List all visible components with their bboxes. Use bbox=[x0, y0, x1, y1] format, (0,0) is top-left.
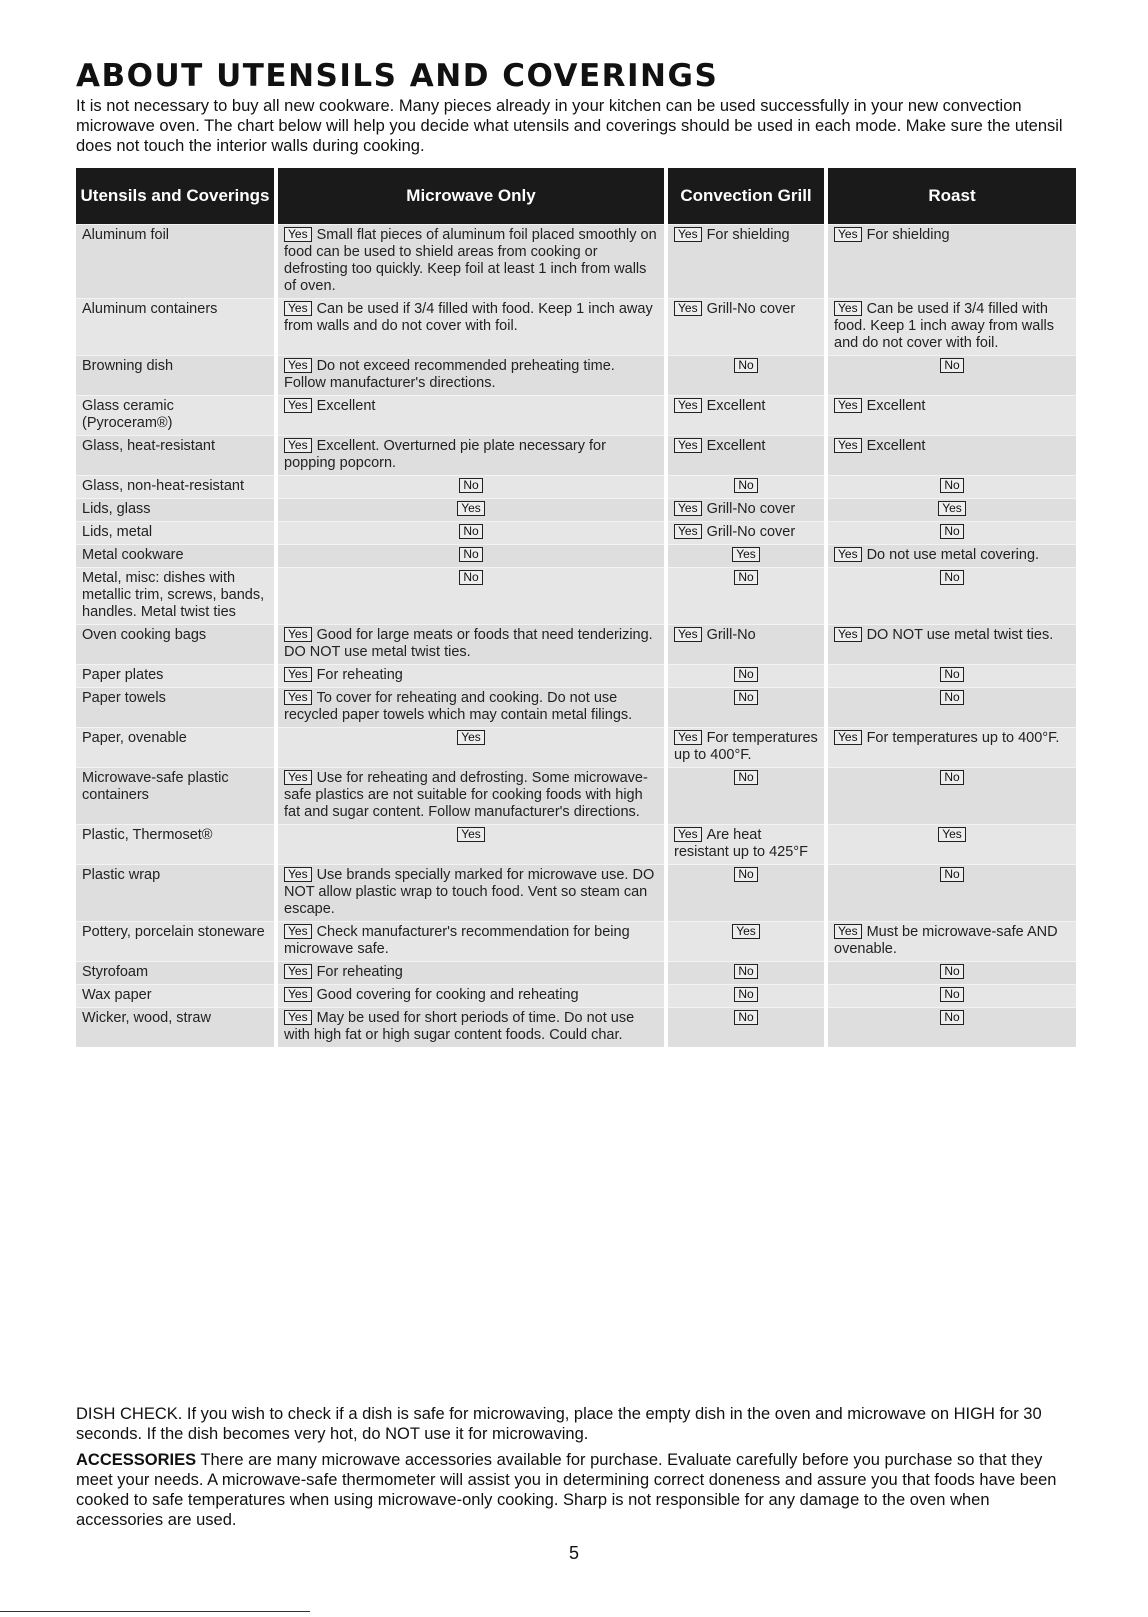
no-badge: No bbox=[734, 867, 757, 882]
dish-check-paragraph: DISH CHECK. If you wish to check if a dish is safe for microwaving, place the empty dish in the oven and microwave on HIGH for 30 seconds. If the dish becomes very hot, do NOT use it for microwaving. bbox=[76, 1405, 1042, 1443]
roast-cell bbox=[826, 825, 1076, 865]
yes-badge: Yes bbox=[834, 227, 862, 242]
utensil-name: Wicker, wood, straw bbox=[76, 1008, 276, 1048]
convection-grill-cell bbox=[666, 922, 826, 962]
roast-cell bbox=[826, 962, 1076, 985]
header-convection-grill: Convection Grill bbox=[666, 168, 826, 225]
yes-badge: Yes bbox=[834, 547, 862, 562]
table-row bbox=[76, 962, 1076, 985]
roast-cell bbox=[826, 225, 1076, 299]
microwave-only-cell bbox=[276, 665, 666, 688]
header-utensils: Utensils and Coverings bbox=[76, 168, 276, 225]
table-row bbox=[76, 225, 1076, 299]
table-row bbox=[76, 396, 1076, 436]
no-badge: No bbox=[940, 770, 963, 785]
cell-note: For reheating bbox=[316, 667, 403, 683]
table-row bbox=[76, 825, 1076, 865]
utensil-name: Glass ceramic (Pyroceram®) bbox=[76, 396, 276, 436]
table-row bbox=[76, 985, 1076, 1008]
cell-note: Are heat resistant up to 425°F bbox=[674, 827, 808, 860]
table-row bbox=[76, 476, 1076, 499]
microwave-only-cell bbox=[276, 922, 666, 962]
convection-grill-cell bbox=[666, 299, 826, 356]
microwave-only-cell bbox=[276, 522, 666, 545]
table-row bbox=[76, 688, 1076, 728]
yes-badge: Yes bbox=[284, 924, 312, 939]
microwave-only-cell bbox=[276, 1008, 666, 1048]
no-badge: No bbox=[940, 478, 963, 493]
convection-grill-cell bbox=[666, 768, 826, 825]
roast-cell bbox=[826, 499, 1076, 522]
no-badge: No bbox=[940, 1010, 963, 1025]
roast-cell bbox=[826, 768, 1076, 825]
table-row bbox=[76, 522, 1076, 545]
cell-note: For temperatures up to 400°F. bbox=[866, 730, 1060, 746]
microwave-only-cell bbox=[276, 688, 666, 728]
yes-badge: Yes bbox=[674, 524, 702, 539]
yes-badge: Yes bbox=[834, 301, 862, 316]
utensil-name: Oven cooking bags bbox=[76, 625, 276, 665]
utensil-name: Paper towels bbox=[76, 688, 276, 728]
yes-badge: Yes bbox=[284, 690, 312, 705]
utensils-chart bbox=[76, 168, 1076, 1047]
microwave-only-cell bbox=[276, 568, 666, 625]
yes-badge: Yes bbox=[834, 398, 862, 413]
roast-cell bbox=[826, 522, 1076, 545]
no-badge: No bbox=[940, 987, 963, 1002]
microwave-only-cell bbox=[276, 625, 666, 665]
cell-note: Small flat pieces of aluminum foil placed smoothly on food can be used to shield areas from cooking or defrosting too quickly. Keep foil at least 1 inch from walls of oven. bbox=[284, 227, 657, 294]
no-badge: No bbox=[940, 358, 963, 373]
cell-note: Use brands specially marked for microwave use. DO NOT allow plastic wrap to touch food. Vent so steam can escape. bbox=[284, 867, 655, 917]
convection-grill-cell bbox=[666, 499, 826, 522]
roast-cell bbox=[826, 985, 1076, 1008]
convection-grill-cell bbox=[666, 476, 826, 499]
cell-note: Excellent bbox=[706, 438, 766, 454]
utensil-name: Glass, non-heat-resistant bbox=[76, 476, 276, 499]
utensil-name: Aluminum containers bbox=[76, 299, 276, 356]
cell-note: Can be used if 3/4 filled with food. Keep 1 inch away from walls and do not cover with foil. bbox=[284, 301, 653, 334]
no-badge: No bbox=[940, 570, 963, 585]
yes-badge: Yes bbox=[284, 867, 312, 882]
microwave-only-cell bbox=[276, 985, 666, 1008]
microwave-only-cell bbox=[276, 728, 666, 768]
cell-note: Grill-No cover bbox=[706, 501, 796, 517]
no-badge: No bbox=[940, 690, 963, 705]
microwave-only-cell bbox=[276, 225, 666, 299]
yes-badge: Yes bbox=[834, 924, 862, 939]
no-badge: No bbox=[734, 690, 757, 705]
roast-cell bbox=[826, 625, 1076, 665]
no-badge: No bbox=[734, 770, 757, 785]
no-badge: No bbox=[459, 570, 482, 585]
no-badge: No bbox=[940, 667, 963, 682]
page-title: ABOUT UTENSILS AND COVERINGS bbox=[76, 58, 719, 94]
cell-note: Excellent bbox=[866, 398, 926, 414]
no-badge: No bbox=[734, 964, 757, 979]
cell-note: Must be microwave-safe AND ovenable. bbox=[834, 924, 1058, 957]
yes-badge: Yes bbox=[284, 301, 312, 316]
cell-note: Good for large meats or foods that need tenderizing. DO NOT use metal twist ties. bbox=[284, 627, 653, 660]
convection-grill-cell bbox=[666, 688, 826, 728]
convection-grill-cell bbox=[666, 225, 826, 299]
utensil-name: Microwave-safe plastic containers bbox=[76, 768, 276, 825]
header-microwave-only: Microwave Only bbox=[276, 168, 666, 225]
yes-badge: Yes bbox=[284, 1010, 312, 1025]
cell-note: Use for reheating and defrosting. Some microwave-safe plastics are not suitable for cooking foods with high fat and sugar content. Follow manufacturer's directions. bbox=[284, 770, 648, 820]
convection-grill-cell bbox=[666, 396, 826, 436]
microwave-only-cell bbox=[276, 499, 666, 522]
table-row bbox=[76, 768, 1076, 825]
yes-badge: Yes bbox=[674, 501, 702, 516]
convection-grill-cell bbox=[666, 825, 826, 865]
header-roast: Roast bbox=[826, 168, 1076, 225]
roast-cell bbox=[826, 396, 1076, 436]
yes-badge: Yes bbox=[284, 770, 312, 785]
yes-badge: Yes bbox=[674, 438, 702, 453]
cell-note: Do not use metal covering. bbox=[866, 547, 1040, 563]
convection-grill-cell bbox=[666, 436, 826, 476]
microwave-only-cell bbox=[276, 356, 666, 396]
roast-cell bbox=[826, 865, 1076, 922]
table-row bbox=[76, 436, 1076, 476]
roast-cell bbox=[826, 568, 1076, 625]
roast-cell bbox=[826, 728, 1076, 768]
yes-badge: Yes bbox=[674, 730, 702, 745]
convection-grill-cell bbox=[666, 568, 826, 625]
yes-badge: Yes bbox=[834, 438, 862, 453]
accessories-label: ACCESSORIES bbox=[76, 1451, 197, 1469]
yes-badge: Yes bbox=[732, 924, 760, 939]
chart-body bbox=[76, 225, 1076, 1048]
no-badge: No bbox=[734, 570, 757, 585]
utensil-name: Metal, misc: dishes with metallic trim, screws, bands, handles. Metal twist ties bbox=[76, 568, 276, 625]
cell-note: Grill-No cover bbox=[706, 301, 796, 317]
table-row bbox=[76, 865, 1076, 922]
utensil-name: Lids, glass bbox=[76, 499, 276, 522]
cell-note: Grill-No cover bbox=[706, 524, 796, 540]
roast-cell bbox=[826, 299, 1076, 356]
yes-badge: Yes bbox=[284, 227, 312, 242]
yes-badge: Yes bbox=[938, 827, 966, 842]
chart-header-row bbox=[76, 168, 1076, 225]
table-row bbox=[76, 665, 1076, 688]
yes-badge: Yes bbox=[457, 730, 485, 745]
no-badge: No bbox=[940, 524, 963, 539]
yes-badge: Yes bbox=[674, 301, 702, 316]
cell-note: To cover for reheating and cooking. Do not use recycled paper towels which may contain metal filings. bbox=[284, 690, 633, 723]
intro-paragraph: It is not necessary to buy all new cookware. Many pieces already in your kitchen can be used successfully in your new convection microwave oven. The chart below will help you decide what utensils and coverings should be used in each mode. Make sure the utensil does not touch the interior walls during cooking. bbox=[76, 97, 1063, 155]
table-row bbox=[76, 922, 1076, 962]
convection-grill-cell bbox=[666, 545, 826, 568]
yes-badge: Yes bbox=[284, 438, 312, 453]
microwave-only-cell bbox=[276, 825, 666, 865]
utensil-name: Browning dish bbox=[76, 356, 276, 396]
no-badge: No bbox=[940, 964, 963, 979]
utensil-name: Styrofoam bbox=[76, 962, 276, 985]
cell-note: For shielding bbox=[866, 227, 950, 243]
utensil-name: Wax paper bbox=[76, 985, 276, 1008]
utensil-name: Paper, ovenable bbox=[76, 728, 276, 768]
microwave-only-cell bbox=[276, 436, 666, 476]
utensil-name: Metal cookware bbox=[76, 545, 276, 568]
roast-cell bbox=[826, 436, 1076, 476]
no-badge: No bbox=[459, 478, 482, 493]
utensil-name: Pottery, porcelain stoneware bbox=[76, 922, 276, 962]
convection-grill-cell bbox=[666, 625, 826, 665]
cell-note: For temperatures up to 400°F. bbox=[674, 730, 818, 763]
table-row bbox=[76, 728, 1076, 768]
no-badge: No bbox=[734, 667, 757, 682]
yes-badge: Yes bbox=[732, 547, 760, 562]
accessories-text: There are many microwave accessories available for purchase. Evaluate carefully before you purchase so that they meet your needs. A microwave-safe thermometer will assist you in determining correct doneness and assure you that foods have been cooked to safe temperatures when using microwave-only cooking. Sharp is not responsible for any damage to the oven when accessories are used. bbox=[76, 1451, 1057, 1529]
convection-grill-cell bbox=[666, 728, 826, 768]
convection-grill-cell bbox=[666, 356, 826, 396]
roast-cell bbox=[826, 1008, 1076, 1048]
utensil-name: Paper plates bbox=[76, 665, 276, 688]
yes-badge: Yes bbox=[284, 667, 312, 682]
utensil-name: Lids, metal bbox=[76, 522, 276, 545]
convection-grill-cell bbox=[666, 985, 826, 1008]
table-row bbox=[76, 568, 1076, 625]
microwave-only-cell bbox=[276, 545, 666, 568]
utensil-name: Plastic wrap bbox=[76, 865, 276, 922]
table-row bbox=[76, 499, 1076, 522]
microwave-only-cell bbox=[276, 396, 666, 436]
accessories-paragraph bbox=[76, 1450, 1076, 1530]
no-badge: No bbox=[734, 478, 757, 493]
cell-note: DO NOT use metal twist ties. bbox=[866, 627, 1054, 643]
cell-note: Check manufacturer's recommendation for being microwave safe. bbox=[284, 924, 630, 957]
utensil-name: Aluminum foil bbox=[76, 225, 276, 299]
table-row bbox=[76, 1008, 1076, 1048]
page-number: 5 bbox=[568, 1543, 579, 1563]
yes-badge: Yes bbox=[284, 627, 312, 642]
no-badge: No bbox=[940, 867, 963, 882]
convection-grill-cell bbox=[666, 865, 826, 922]
microwave-only-cell bbox=[276, 299, 666, 356]
cell-note: Excellent bbox=[706, 398, 766, 414]
yes-badge: Yes bbox=[674, 398, 702, 413]
roast-cell bbox=[826, 545, 1076, 568]
cell-note: Excellent bbox=[866, 438, 926, 454]
table-row bbox=[76, 625, 1076, 665]
no-badge: No bbox=[459, 524, 482, 539]
yes-badge: Yes bbox=[834, 627, 862, 642]
no-badge: No bbox=[734, 1010, 757, 1025]
table-row bbox=[76, 356, 1076, 396]
yes-badge: Yes bbox=[674, 627, 702, 642]
no-badge: No bbox=[459, 547, 482, 562]
yes-badge: Yes bbox=[284, 358, 312, 373]
utensil-name: Glass, heat-resistant bbox=[76, 436, 276, 476]
convection-grill-cell bbox=[666, 665, 826, 688]
microwave-only-cell bbox=[276, 962, 666, 985]
convection-grill-cell bbox=[666, 962, 826, 985]
microwave-only-cell bbox=[276, 865, 666, 922]
roast-cell bbox=[826, 688, 1076, 728]
cell-note: Excellent. Overturned pie plate necessary for popping popcorn. bbox=[284, 438, 606, 471]
roast-cell bbox=[826, 922, 1076, 962]
yes-badge: Yes bbox=[284, 987, 312, 1002]
yes-badge: Yes bbox=[284, 398, 312, 413]
no-badge: No bbox=[734, 358, 757, 373]
convection-grill-cell bbox=[666, 522, 826, 545]
cell-note: Good covering for cooking and reheating bbox=[316, 987, 579, 1003]
yes-badge: Yes bbox=[674, 827, 702, 842]
convection-grill-cell bbox=[666, 1008, 826, 1048]
yes-badge: Yes bbox=[834, 730, 862, 745]
cell-note: For shielding bbox=[706, 227, 790, 243]
roast-cell bbox=[826, 665, 1076, 688]
cell-note: May be used for short periods of time. Do not use with high fat or high sugar content foods. Could char. bbox=[284, 1010, 635, 1043]
cell-note: Do not exceed recommended preheating time. Follow manufacturer's directions. bbox=[284, 358, 615, 391]
utensil-name: Plastic, Thermoset® bbox=[76, 825, 276, 865]
cell-note: For reheating bbox=[316, 964, 403, 980]
yes-badge: Yes bbox=[457, 827, 485, 842]
table-row bbox=[76, 545, 1076, 568]
cell-note: Can be used if 3/4 filled with food. Keep 1 inch away from walls and do not cover with foil. bbox=[834, 301, 1055, 351]
yes-badge: Yes bbox=[674, 227, 702, 242]
bottom-rule bbox=[0, 1611, 310, 1612]
microwave-only-cell bbox=[276, 476, 666, 499]
table-row bbox=[76, 299, 1076, 356]
cell-note: Grill-No bbox=[706, 627, 756, 643]
microwave-only-cell bbox=[276, 768, 666, 825]
roast-cell bbox=[826, 356, 1076, 396]
no-badge: No bbox=[734, 987, 757, 1002]
yes-badge: Yes bbox=[284, 964, 312, 979]
roast-cell bbox=[826, 476, 1076, 499]
yes-badge: Yes bbox=[457, 501, 485, 516]
cell-note: Excellent bbox=[316, 398, 376, 414]
yes-badge: Yes bbox=[938, 501, 966, 516]
